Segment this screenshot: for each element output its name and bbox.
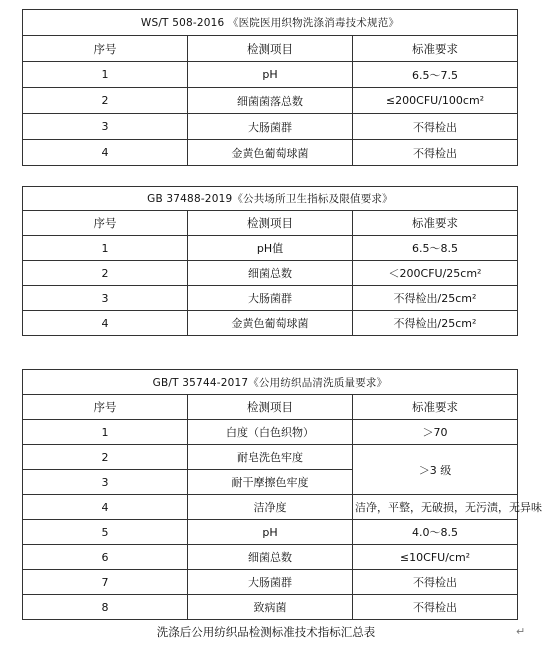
row-requirement: 不得检出/25cm²: [353, 311, 518, 336]
row-item: pH值: [188, 236, 353, 261]
row-requirement: 不得检出: [353, 595, 518, 620]
row-requirement: 不得检出: [353, 570, 518, 595]
table-row: [23, 545, 518, 570]
row-item: 金黄色葡萄球菌: [188, 140, 353, 166]
row-index: 1: [23, 420, 188, 445]
table-title: GB/T 35744-2017《公用纺织品清洗质量要求》: [23, 370, 518, 395]
row-index: 1: [23, 62, 188, 88]
column-header-requirement: 标准要求: [353, 211, 518, 236]
column-header-index: 序号: [23, 211, 188, 236]
row-requirement: 不得检出: [353, 140, 518, 166]
table-row: [23, 445, 518, 470]
row-requirement: ≤10CFU/cm²: [353, 545, 518, 570]
row-index: 4: [23, 311, 188, 336]
table-row: [23, 236, 518, 261]
table-row: [23, 570, 518, 595]
table-title: GB 37488-2019《公共场所卫生指标及限值要求》: [23, 187, 518, 211]
row-index: 4: [23, 140, 188, 166]
row-index: 4: [23, 495, 188, 520]
row-item: 金黄色葡萄球菌: [188, 311, 353, 336]
table-row: [23, 261, 518, 286]
table-title-row: [23, 370, 518, 395]
table-header-row: [23, 395, 518, 420]
row-index: 6: [23, 545, 188, 570]
row-index: 8: [23, 595, 188, 620]
table-title: WS/T 508-2016 《医院医用织物洗涤消毒技术规范》: [23, 10, 518, 36]
table-caption: 洗涤后公用纺织品检测标准技术指标汇总表: [156, 625, 376, 639]
table-row: [23, 62, 518, 88]
row-requirement: 6.5～8.5: [353, 236, 518, 261]
row-index: 3: [23, 470, 188, 495]
row-requirement-merged: ＞3 级: [353, 445, 518, 495]
table-row: [23, 311, 518, 336]
column-header-index: 序号: [23, 36, 188, 62]
row-item: 大肠菌群: [188, 286, 353, 311]
table-row: [23, 420, 518, 445]
row-index: 2: [23, 261, 188, 286]
row-requirement: ≤200CFU/100cm²: [353, 88, 518, 114]
row-requirement: 6.5～7.5: [353, 62, 518, 88]
row-item: 耐干摩擦色牢度: [188, 470, 353, 495]
row-requirement: 不得检出: [353, 114, 518, 140]
standard-table-ws-t-508: [22, 9, 518, 166]
column-header-requirement: 标准要求: [353, 36, 518, 62]
table-row: [23, 595, 518, 620]
row-item: 耐皂洗色牢度: [188, 445, 353, 470]
table-row: [23, 114, 518, 140]
table-title-row: [23, 187, 518, 211]
table-row: [23, 495, 518, 520]
row-item: 白度（白色织物）: [188, 420, 353, 445]
row-item: 大肠菌群: [188, 114, 353, 140]
standard-table-gb-t-35744: [22, 369, 542, 620]
table-row: [23, 140, 518, 166]
row-index: 3: [23, 286, 188, 311]
row-index: 1: [23, 236, 188, 261]
column-header-index: 序号: [23, 395, 188, 420]
row-index: 3: [23, 114, 188, 140]
row-index: 5: [23, 520, 188, 545]
table-title-row: [23, 10, 518, 36]
row-item: pH: [188, 520, 353, 545]
table-row: [23, 286, 518, 311]
row-item: 细菌菌落总数: [188, 88, 353, 114]
standard-table-gb-37488: [22, 186, 518, 336]
row-item: 致病菌: [188, 595, 353, 620]
row-requirement: 不得检出/25cm²: [353, 286, 518, 311]
row-item: 细菌总数: [188, 545, 353, 570]
table-header-row: [23, 36, 518, 62]
column-header-item: 检测项目: [188, 211, 353, 236]
row-index: 2: [23, 445, 188, 470]
row-item: 大肠菌群: [188, 570, 353, 595]
column-header-item: 检测项目: [188, 395, 353, 420]
column-header-item: 检测项目: [188, 36, 353, 62]
row-item: 洁净度: [188, 495, 353, 520]
table-row: [23, 520, 518, 545]
row-requirement: 洁净，平整，无破损，无污渍，无异味: [353, 495, 518, 520]
column-header-requirement: 标准要求: [353, 395, 518, 420]
row-item: pH: [188, 62, 353, 88]
row-index: 2: [23, 88, 188, 114]
row-item: 细菌总数: [188, 261, 353, 286]
paragraph-mark-icon: ↵: [516, 625, 526, 638]
row-requirement: ＞70: [353, 420, 518, 445]
row-requirement: ＜200CFU/25cm²: [353, 261, 518, 286]
row-index: 7: [23, 570, 188, 595]
table-row: [23, 88, 518, 114]
table-header-row: [23, 211, 518, 236]
row-requirement: 4.0～8.5: [353, 520, 518, 545]
